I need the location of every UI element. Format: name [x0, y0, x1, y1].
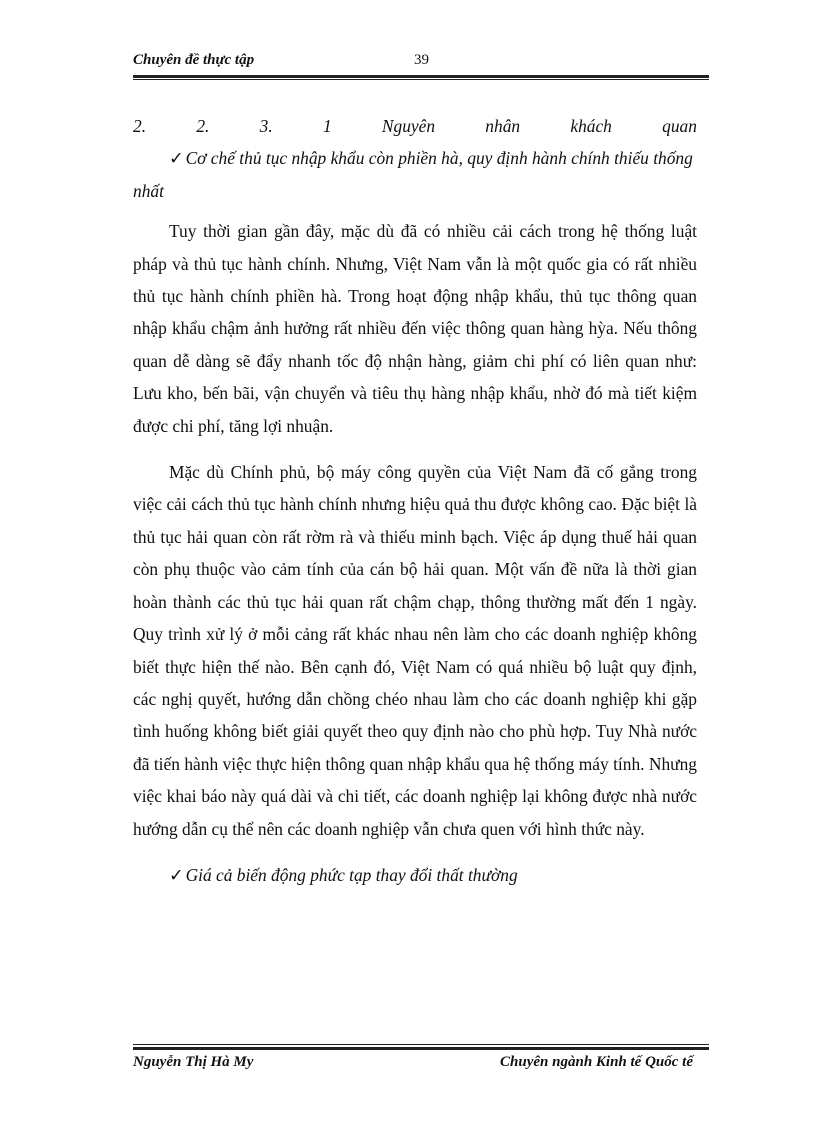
bullet-text: Giá cả biến động phức tạp thay đổi thất thường [185, 864, 518, 885]
header-rule-thin [133, 79, 709, 80]
heading-part: 2. [196, 116, 210, 136]
author-name: Nguyễn Thị Hà My [133, 1054, 254, 1070]
footer-rule-thick [133, 1047, 709, 1050]
heading-part: 2. [133, 116, 147, 136]
page-body [133, 108, 697, 891]
heading-part: 1 [322, 116, 332, 136]
bullet-item [133, 859, 697, 891]
heading-part: 3. [259, 116, 273, 136]
checkmark-icon: ✓ [169, 864, 184, 885]
heading-part: Nguyên [381, 116, 436, 136]
section-heading [133, 110, 697, 142]
footer-rule-thin [133, 1044, 709, 1045]
major-name: Chuyên ngành Kinh tế Quốc tế [500, 1054, 693, 1070]
checkmark-icon: ✓ [169, 148, 184, 169]
bullet-item [133, 142, 697, 207]
page-number: 39 [414, 52, 429, 68]
heading-part: quan [662, 116, 697, 136]
header-rule-thick [133, 75, 709, 78]
heading-part: khách [570, 116, 612, 136]
paragraph: Mặc dù Chính phủ, bộ máy công quyền của Việt Nam đã cố gắng trong việc cải cách thủ tục hành chính nhưng hiệu quả thu được không cao. Đặc biệt là thủ tục hải quan còn rất rờm rà và thiếu minh bạch. Việc áp dụng thuế hải quan còn phụ thuộc vào cảm tính của cán bộ hải quan. Một vấn đề nữa là thời gian hoàn thành các thủ tục hải quan rất chậm chạp, thông thường mất đến 1 ngày. Quy trình xử lý ở mỗi cảng rất khác nhau nên làm cho các doanh nghiệp không biết thực hiện thế nào. Bên cạnh đó, Việt Nam có quá nhiều bộ luật quy định, các nghị quyết, hướng dẫn chồng chéo nhau làm cho các doanh nghiệp khi gặp tình huống không biết giải quyết theo quy định nào cho phù hợp. Tuy Nhà nước đã tiến hành việc thực hiện thông quan nhập khẩu qua hệ thống máy tính. Nhưng việc khai báo này quá dài và chi tiết, các doanh nghiệp lại không được nhà nước hướng dẫn cụ thể nên các doanh nghiệp vẫn chưa quen với hình thức này. [133, 462, 697, 839]
page-footer [133, 1054, 693, 1078]
heading-part: nhân [485, 116, 521, 136]
paragraph: Tuy thời gian gần đây, mặc dù đã có nhiều cải cách trong hệ thống luật pháp và thủ tục hành chính. Nhưng, Việt Nam vẫn là một quốc gia có rất nhiều thủ tục hành chính phiền hà. Trong hoạt động nhập khẩu, thủ tục thông quan nhập khẩu chậm ảnh hưởng rất nhiều đến việc thông quan hàng hỳa. Nếu thông quan dễ dàng sẽ đẩy nhanh tốc độ nhận hàng, giảm chi phí có liên quan như: Lưu kho, bến bãi, vận chuyển và tiêu thụ hàng nhập khẩu, nhờ đó mà tiết kiệm được chi phí, tăng lợi nhuận. [133, 221, 697, 436]
bullet-text: Cơ chế thủ tục nhập khẩu còn phiền hà, quy định hành chính thiếu thống nhất [133, 148, 693, 201]
document-title: Chuyên đề thực tập [133, 52, 255, 68]
